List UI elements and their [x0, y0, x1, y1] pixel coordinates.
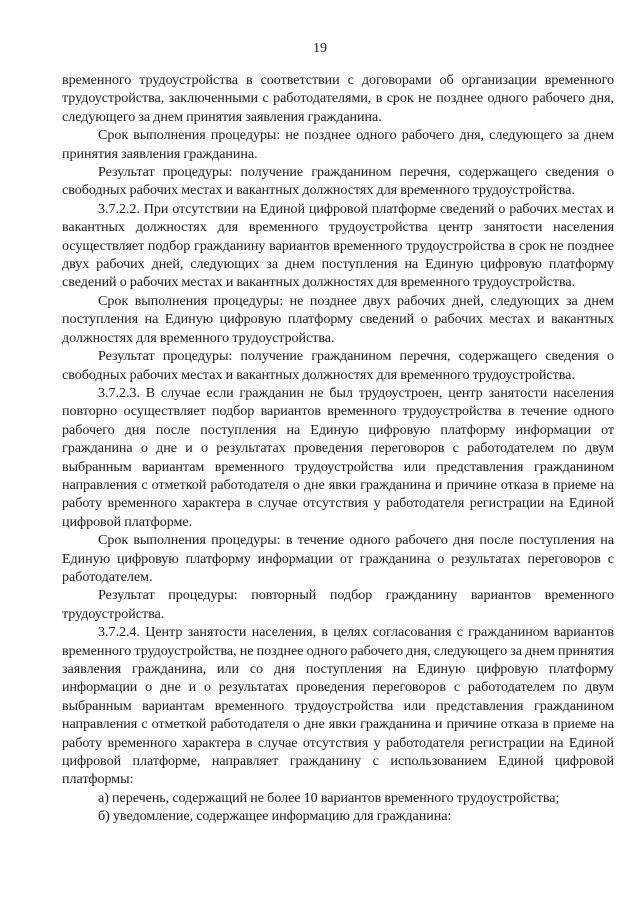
list-item-a: а) перечень, содержащий не более 10 вариантов временного трудоустройства;: [98, 789, 560, 806]
paragraph-clause-3-7-2-3: 3.7.2.3. В случае если гражданин не был трудоустроен, центр занятости населения повторно осуществляет подбор вариантов временного трудоустройства в течение одного рабочего дня после поступления на Единую цифровую платформу информации от гражданина о дне и о результатах проведения переговоров с работодателем по двум выбранным вариантам временного трудоустройства или представления гражданином направления с отметкой работодателя о дне явки гражданина и причине отказа в приеме на работу временного характера в случае отсутствия у работодателя регистрации на Единой цифровой платформе.: [62, 384, 614, 530]
paragraph-clause-3-7-2-4: 3.7.2.4. Центр занятости населения, в целях согласования с гражданином вариантов временного трудоустройства, не позднее одного рабочего дня, следующего за днем принятия заявления гражданина, или со дня поступления на Единую цифровую платформу информации о дне и о результатах проведения переговоров с работодателем по двум выбранным вариантам временного трудоустройства или представления гражданином направления с отметкой работодателя о дне явки гражданина и причине отказа в приеме на работу временного характера в случае отсутствия у работодателя регистрации на Единой цифровой платформе, направляет гражданину с использованием Единой цифровой платформы:: [62, 624, 614, 788]
page-number: 19: [313, 41, 327, 56]
paragraph-result: Результат процедуры: повторный подбор гражданину вариантов временного трудоустройства.: [62, 587, 614, 622]
paragraph-deadline: Срок выполнения процедуры: не позднее одного рабочего дня, следующего за днем принятия заявления гражданина.: [62, 127, 614, 162]
list-item-b: б) уведомление, содержащее информацию для гражданина:: [98, 808, 452, 825]
paragraph-result: Результат процедуры: получение гражданином перечня, содержащего сведения о свободных рабочих местах и вакантных должностях для временного трудоустройства.: [62, 348, 614, 383]
paragraph-deadline: Срок выполнения процедуры: в течение одного рабочего дня после поступления на Единую цифровую платформу информации от гражданина о результатах переговоров с работодателем.: [62, 532, 614, 585]
document-body: [62, 71, 614, 826]
paragraph-continuation: временного трудоустройства в соответствии с договорами об организации временного трудоустройства, заключенными с работодателями, в срок не позднее одного рабочего дня, следующего за днем принятия заявления гражданина.: [62, 72, 614, 125]
paragraph-clause-3-7-2-2: 3.7.2.2. При отсутствии на Единой цифровой платформе сведений о рабочих местах и вакантных должностях для временного трудоустройства центр занятости населения осуществляет подбор гражданину вариантов временного трудоустройства в срок не позднее двух рабочих дней, следующих за днем поступления на Единую цифровую платформу сведений о рабочих местах и вакантных должностях для временного трудоустройства.: [62, 200, 614, 291]
paragraph-result: Результат процедуры: получение гражданином перечня, содержащего сведения о свободных рабочих местах и вакантных должностях для временного трудоустройства.: [62, 164, 614, 199]
paragraph-deadline: Срок выполнения процедуры: не позднее двух рабочих дней, следующих за днем поступления на Единую цифровую платформу сведений о рабочих местах и вакантных должностях для временного трудоустройства.: [62, 292, 614, 346]
